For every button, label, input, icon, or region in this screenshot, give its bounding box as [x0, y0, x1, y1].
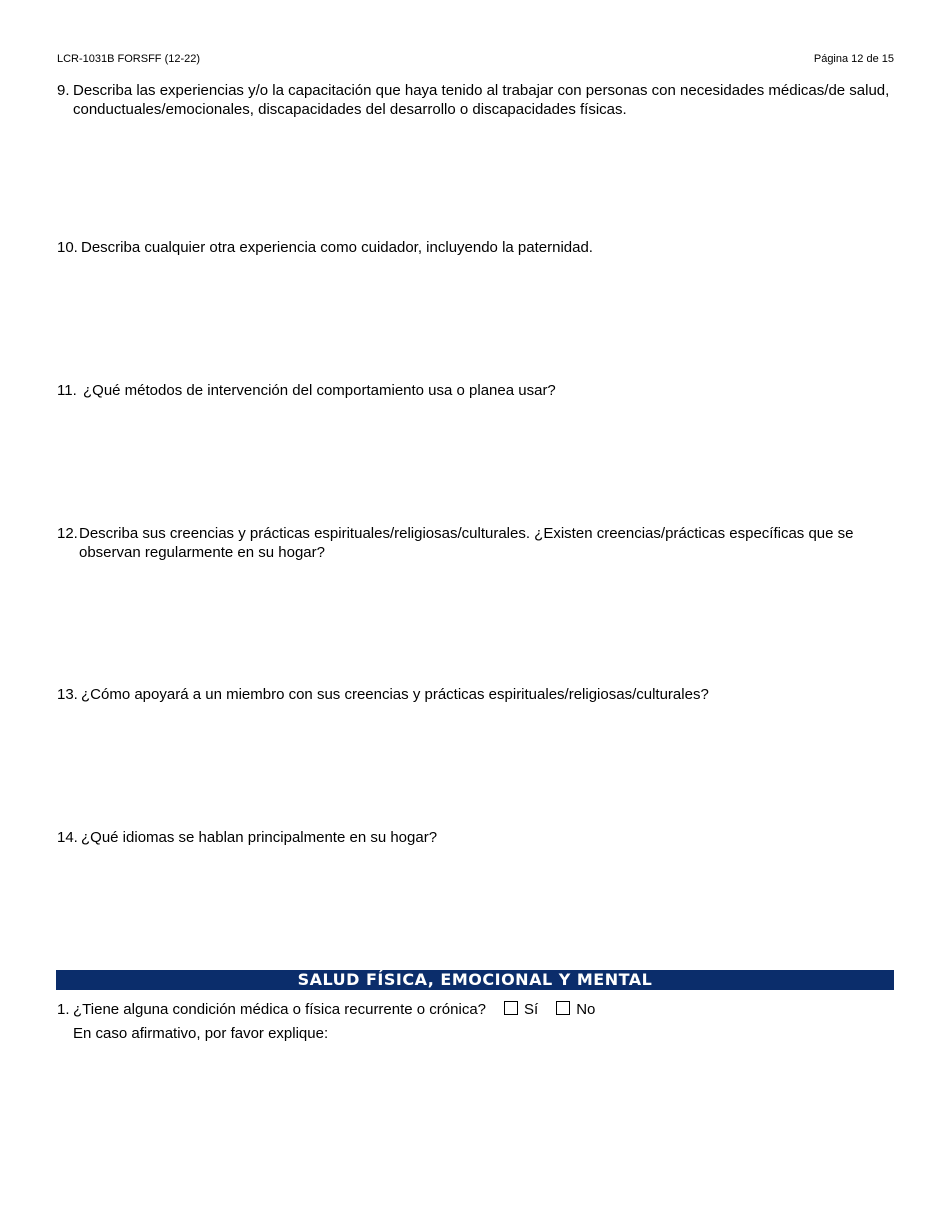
question-text: Describa sus creencias y prácticas espirituales/religiosas/culturales. ¿Existen creencias/prácticas específicas que se observan regularmente en su hogar? — [79, 525, 854, 561]
question-12 — [57, 524, 897, 562]
section-header: SALUD FÍSICA, EMOCIONAL Y MENTAL — [56, 970, 894, 990]
question-text: ¿Tiene alguna condición médica o física recurrente o crónica? — [73, 1001, 486, 1018]
question-number: 12. — [57, 525, 78, 542]
question-number: 14. — [57, 829, 78, 846]
no-label: No — [576, 1001, 596, 1018]
page-number: Página 12 de 15 — [813, 53, 894, 65]
question-9 — [57, 81, 897, 119]
question-14 — [57, 828, 897, 847]
question-number: 10. — [57, 239, 78, 256]
question-text: ¿Qué idiomas se hablan principalmente en su hogar? — [81, 829, 438, 846]
question-number: 11. — [57, 382, 77, 399]
question-13 — [57, 685, 897, 704]
question-text: Describa las experiencias y/o la capacitación que haya tenido al trabajar con personas con necesidades médicas/de salud, conductuales/emocionales, discapacidades del desarrollo o discapacidades físicas. — [73, 82, 890, 118]
question-text: ¿Cómo apoyará a un miembro con sus creencias y prácticas espirituales/religiosas/culturales? — [81, 686, 709, 703]
question-number: 13. — [57, 686, 78, 703]
question-10 — [57, 238, 897, 257]
question-number: 1. — [57, 1001, 70, 1018]
yes-label: Sí — [524, 1001, 539, 1018]
form-id: LCR-1031B FORSFF (12-22) — [57, 53, 201, 65]
question-text: ¿Qué métodos de intervención del comportamiento usa o planea usar? — [83, 382, 556, 399]
no-checkbox[interactable] — [556, 1001, 570, 1015]
question-11 — [57, 381, 897, 400]
followup-prompt: En caso afirmativo, por favor explique: — [73, 1025, 329, 1042]
question-number: 9. — [57, 82, 70, 99]
health-question-1 — [57, 1000, 897, 1019]
question-text: Describa cualquier otra experiencia como cuidador, incluyendo la paternidad. — [81, 239, 593, 256]
yes-checkbox[interactable] — [504, 1001, 518, 1015]
